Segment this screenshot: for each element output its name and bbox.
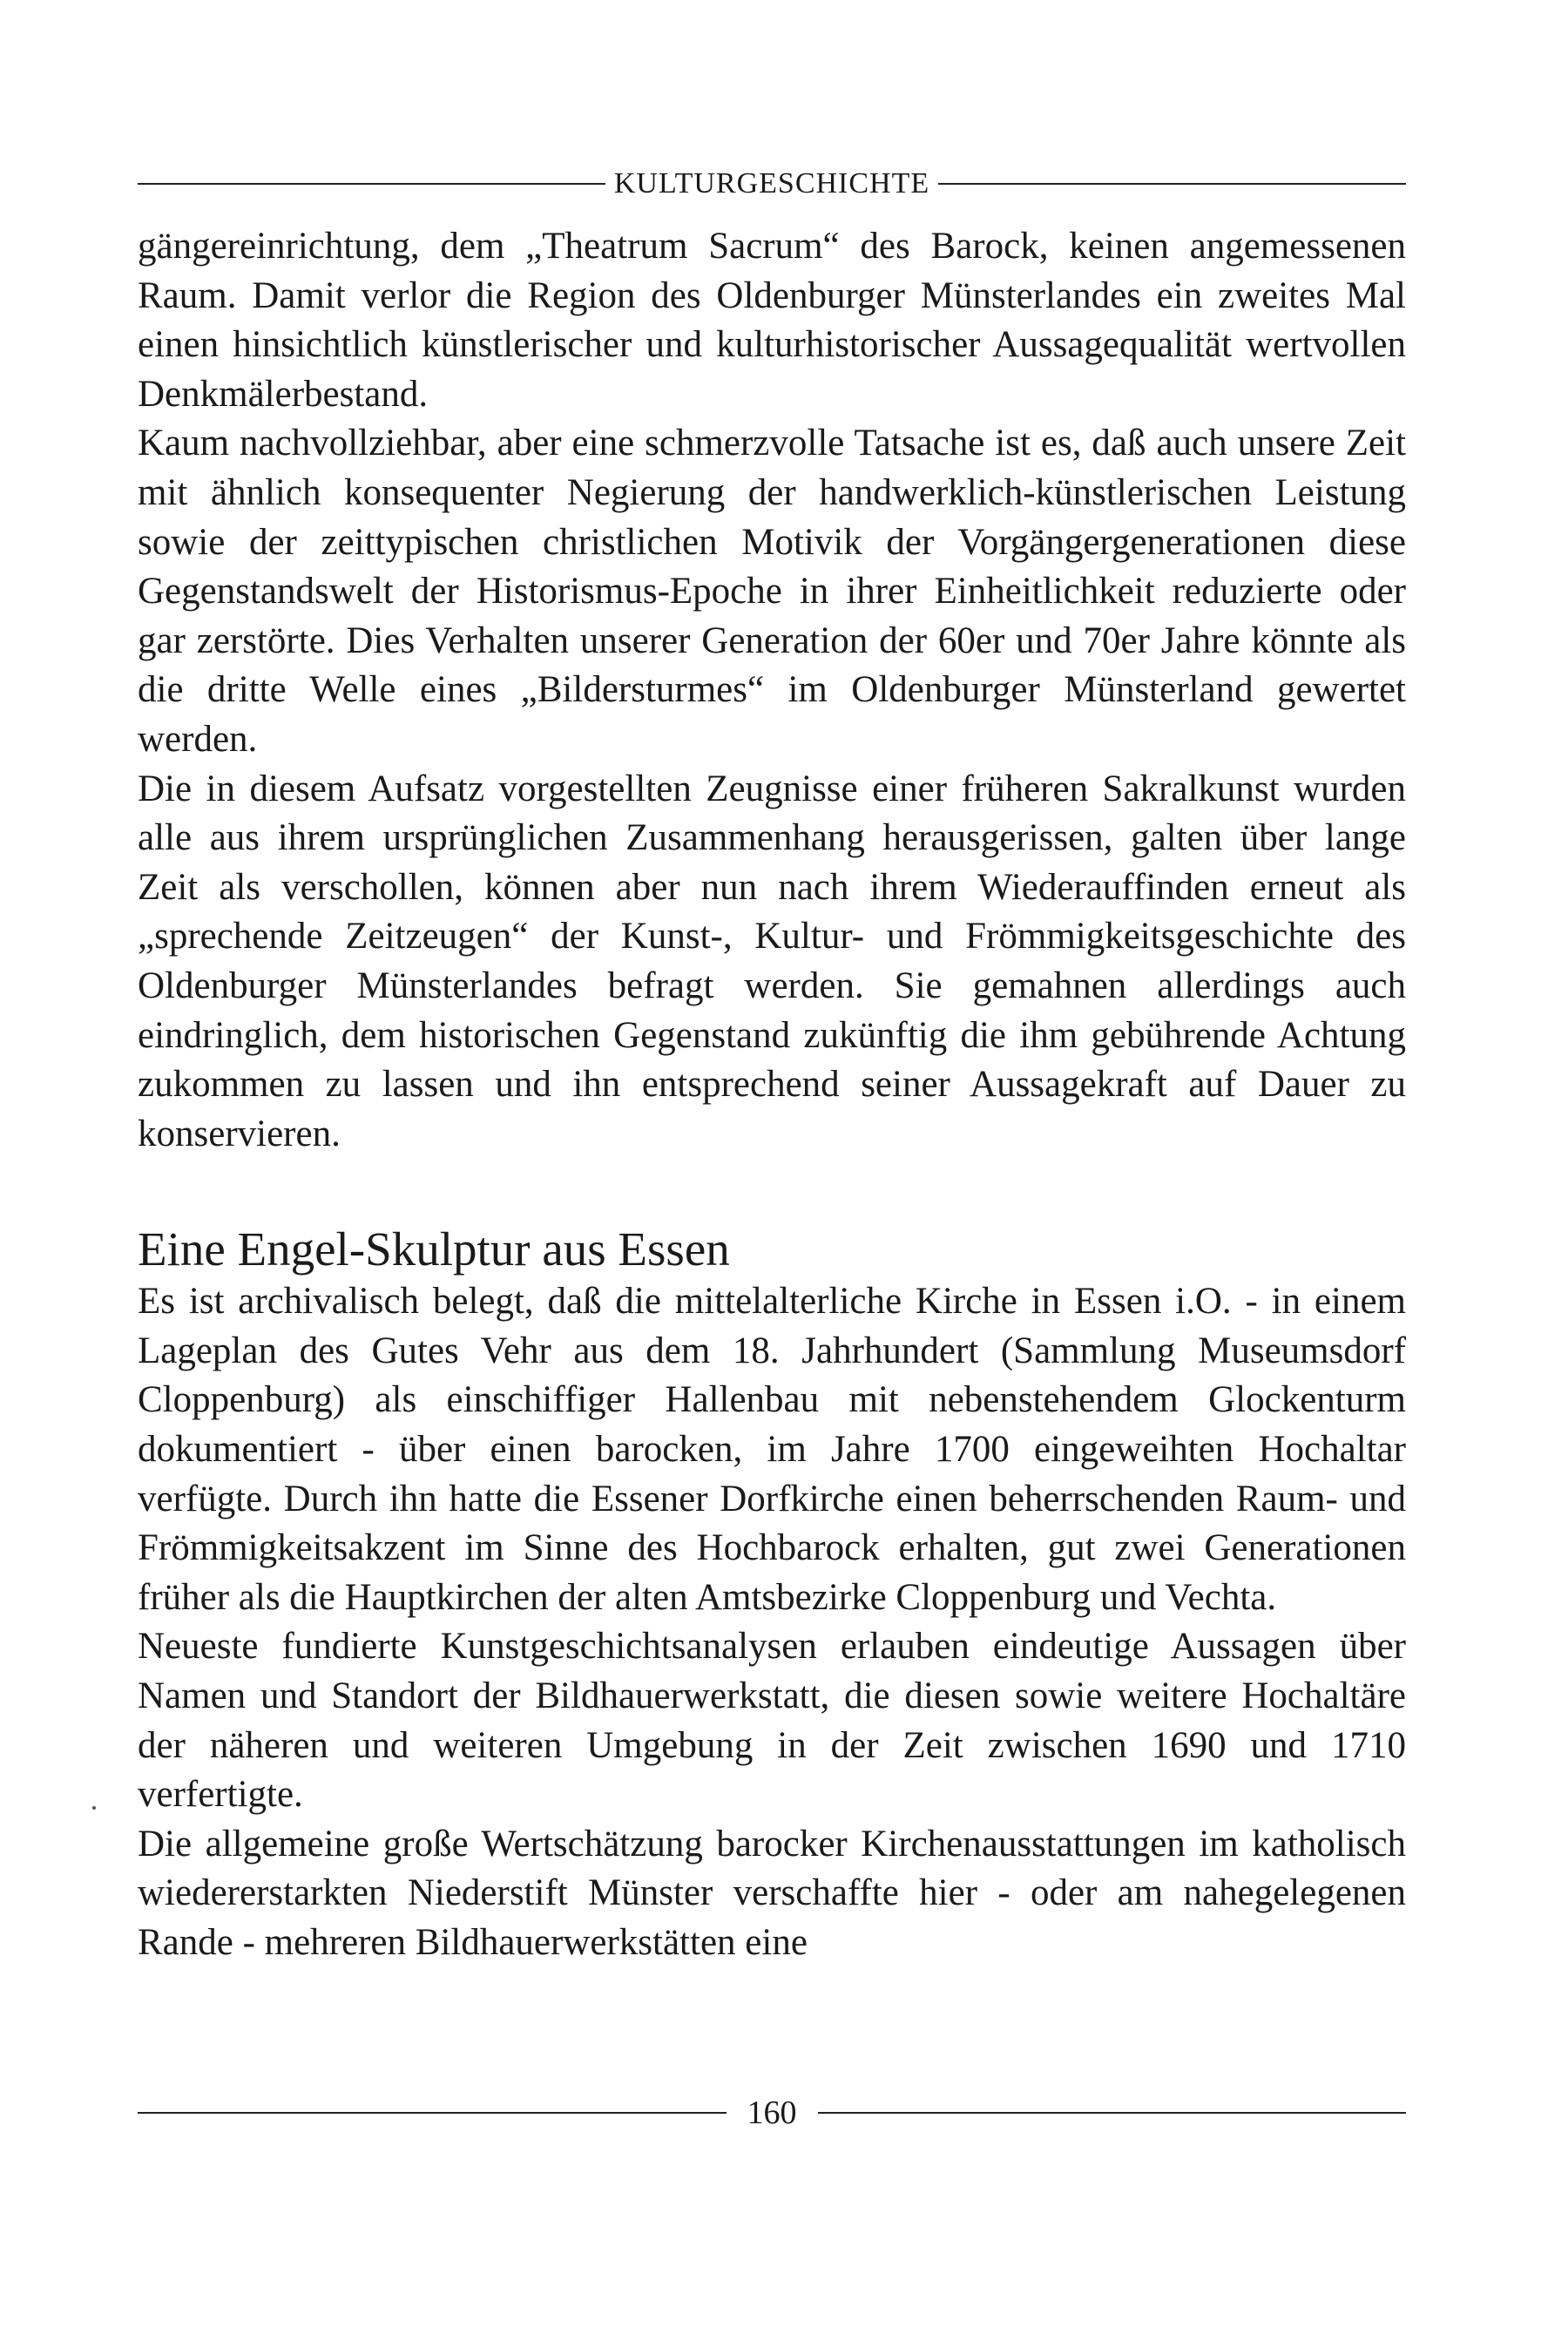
page-footer (138, 2091, 1406, 2135)
margin-mark (92, 1806, 96, 1810)
paragraph: Es ist archivalisch belegt, daß die mittelalterliche Kirche in Essen i.O. - in einem Lageplan des Gutes Vehr aus dem 18. Jahrhundert (Sammlung Museumsdorf Cloppenburg) als einschiffiger Hallenbau mit nebenstehendem Glockenturm dokumentiert - über einen barocken, im Jahre 1700 eingeweihten Hochaltar verfügte. Durch ihn hatte die Essener Dorfkirche einen beherrschenden Raum- und Frömmigkeitsakzent im Sinne des Hochbarock erhalten, gut zwei Generationen früher als die Hauptkirchen der alten Amtsbezirke Cloppenburg und Vechta. (138, 1281, 1406, 1618)
footer-rule-right (818, 2112, 1407, 2114)
paragraph: Neueste fundierte Kunstgeschichtsanalysen erlauben eindeutige Aussagen über Namen und Standort der Bildhauerwerkstatt, die diesen sowie weitere Hochaltäre der näheren und weiteren Umgebung in der Zeit zwischen 1690 und 1710 verfertigte. (138, 1626, 1406, 1816)
paragraph: Kaum nachvollziehbar, aber eine schmerzvolle Tatsache ist es, daß auch unsere Zeit mit ähnlich konsequenter Negierung der handwerklich-künstlerischen Leistung sowie der zeittypischen christlichen Motivik der Vorgängergenerationen diese Gegenstandswelt der Historismus-Epoche in ihrer Einheitlichkeit reduzierte oder gar zerstörte. Dies Verhalten unserer Generation der 60er und 70er Jahre könnte als die dritte Welle eines „Bildersturmes“ im Oldenburger Münsterland gewertet werden. (138, 423, 1406, 760)
running-header (138, 159, 1406, 208)
paragraph: Die in diesem Aufsatz vorgestellten Zeugnisse einer früheren Sakralkunst wurden alle aus ihrem ursprünglichen Zusammenhang herausgerissen, galten über lange Zeit als verschollen, können aber nun nach ihrem Wiederauffinden erneut als „sprechende Zeitzeugen“ der Kunst-, Kultur- und Frömmigkeitsgeschichte des Oldenburger Münsterlandes befragt werden. Sie gemahnen allerdings auch eindringlich, dem historischen Gegenstand zukünftig die ihm gebührende Achtung zukommen zu lassen und ihn entsprechend seiner Aussagekraft auf Dauer zu konservieren. (138, 768, 1406, 1154)
section-heading: Eine Engel-Skulptur aus Essen (138, 1222, 730, 1276)
paragraph: Die allgemeine große Wertschätzung barocker Kirchenausstattungen im katholisch wiedererstarkten Niederstift Münster verschaffte hier - oder am nahegelegenen Rande - mehreren Bildhauerwerkstätten eine (138, 1823, 1406, 1963)
footer-rule-left (138, 2112, 727, 2114)
page-number: 160 (747, 2095, 797, 2131)
running-header-title: KULTURGESCHICHTE (613, 167, 930, 200)
header-rule-right (938, 183, 1406, 185)
header-rule-left (138, 183, 605, 185)
body-text (138, 222, 1406, 1968)
paragraph: gängereinrichtung, dem „Theatrum Sacrum“ des Barock, keinen angemessenen Raum. Damit verlor die Region des Oldenburger Münsterlandes ein zweites Mal einen hinsichtlich künstlerischer und kulturhistorischer Aussagequalität wertvollen Denkmälerbestand. (138, 226, 1406, 415)
